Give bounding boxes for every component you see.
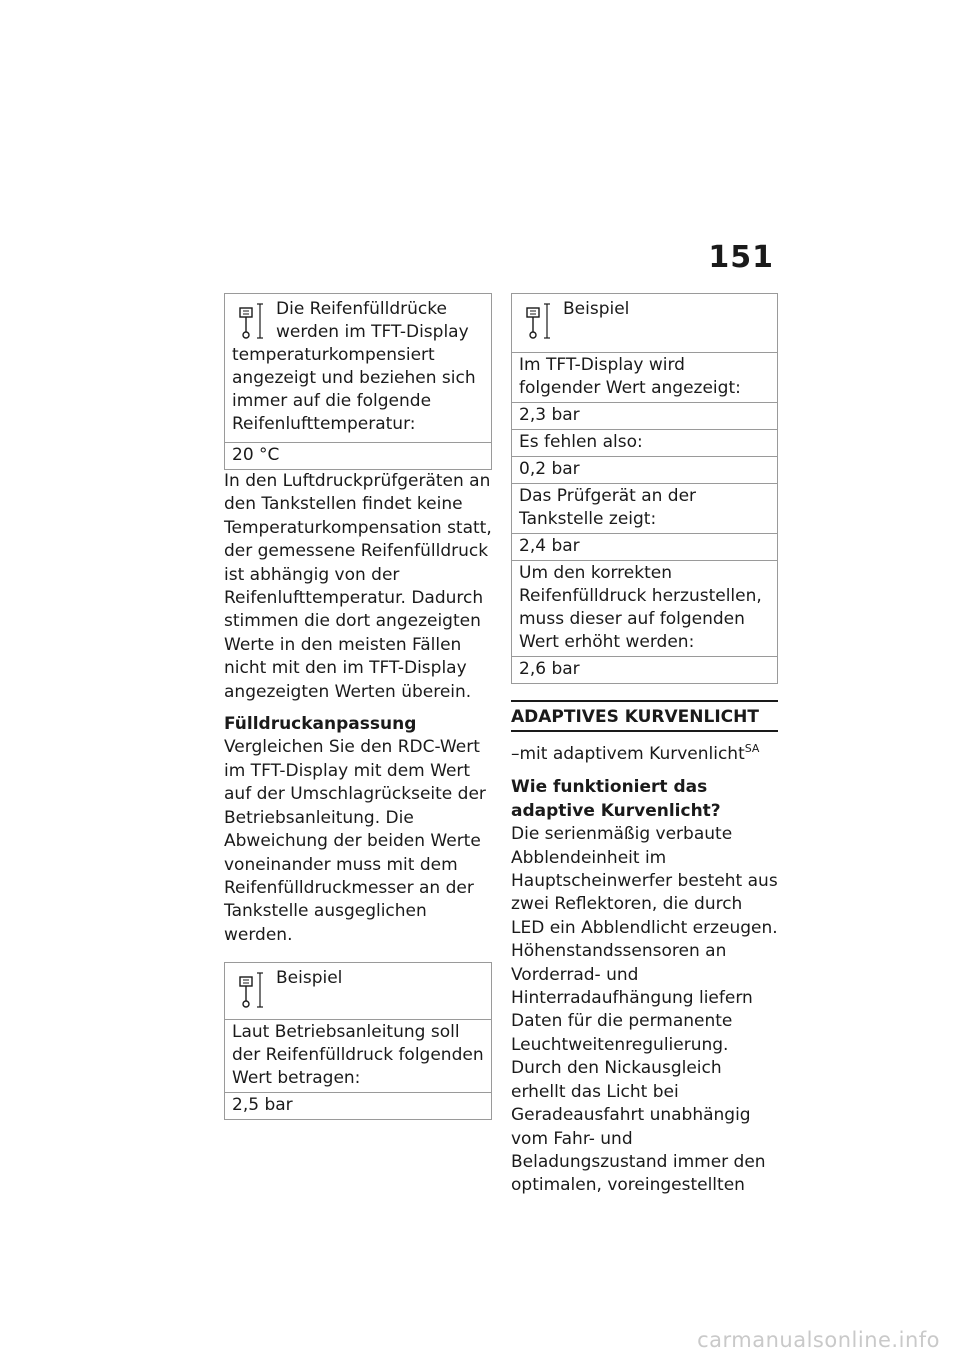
example-box-title: Beispiel <box>563 299 630 319</box>
example-box-head <box>512 294 777 352</box>
page-number: 151 <box>708 240 774 275</box>
section-top-rule <box>511 700 778 702</box>
note-box-value: 20 °C <box>225 442 491 469</box>
example-row: 0,2 bar <box>512 456 777 483</box>
example-row: 2,4 bar <box>512 533 777 560</box>
watermark: carmanualsonline.info <box>697 1328 940 1352</box>
note-box-head <box>225 294 491 442</box>
example-row: 2,6 bar <box>512 656 777 683</box>
paragraph-fuelldruckanpassung: Vergleichen Sie den RDC-Wert im TFT-Display mit dem Wert auf der Umschlagrückseite der Betriebsanleitung. Die Abweichung der beiden Werte voneinander muss mit dem Reifenfülldruckmesser an der Tankstelle ausgeglichen werden. <box>224 737 486 945</box>
left-column <box>224 293 492 1120</box>
option-line <box>511 737 778 766</box>
example-row: Im TFT-Display wird folgender Wert angezeigt: <box>512 352 777 402</box>
example-box-head <box>225 963 491 1019</box>
example-box-title: Beispiel <box>276 968 343 989</box>
note-box-text: Die Reifenfülldrücke werden im TFT-Display temperaturkompensiert angezeigt und beziehen sich immer auf die folgende Reifenlufttemperatur: <box>232 299 476 434</box>
paragraph-temperature-compensation: In den Luftdruckprüfgeräten an den Tankstellen findet keine Temperaturkompensation statt, der gemessene Reifenfülldruck ist abhängig von der Reifenlufttemperatur. Dadurch stimmen die dort angezeigten Werte in den meisten Fällen nicht mit den im TFT-Display angezeigten Werten überein. <box>224 471 492 702</box>
tire-pressure-gauge-icon <box>525 302 555 342</box>
example-box-left <box>224 962 492 1120</box>
example-row: Es fehlen also: <box>512 429 777 456</box>
option-superscript: SA <box>744 742 760 755</box>
example-row: Laut Betriebsanleitung soll der Reifenfülldruck folgenden Wert betragen: <box>225 1019 491 1092</box>
example-row: Das Prüfgerät an der Tankstelle zeigt: <box>512 483 777 533</box>
subheading-adaptive-kurvenlicht: Wie funktioniert das adaptive Kurvenlicht? <box>511 777 721 821</box>
example-row: Um den korrekten Reifenfülldruck herzustellen, muss dieser auf folgenden Wert erhöht werden: <box>512 560 777 656</box>
example-row: 2,5 bar <box>225 1092 491 1119</box>
temperature-note-box <box>224 293 492 470</box>
subheading-fuelldruckanpassung: Fülldruckanpassung <box>224 714 417 735</box>
option-text: –mit adaptivem Kurvenlicht <box>511 744 745 764</box>
tire-pressure-gauge-icon <box>238 971 268 1011</box>
section-title-adaptives-kurvenlicht: ADAPTIVES KURVENLICHT <box>511 706 778 732</box>
example-row: 2,3 bar <box>512 402 777 429</box>
paragraph-adaptive-kurvenlicht: Die serienmäßig verbaute Abblendeinheit im Hauptscheinwerfer besteht aus zwei Reflektoren, die durch LED ein Abblendlicht erzeugen. Höhenstandssensoren an Vorderrad- und Hinterradaufhängung liefern Daten für die permanente Leuchtweitenregulierung. Durch den Nickausgleich erhellt das Licht bei Geradeausfahrt unabhängig vom Fahr- und Beladungszustand immer den optimalen, voreingestellten <box>511 824 778 1196</box>
right-column <box>511 293 778 1198</box>
tire-pressure-gauge-icon <box>238 302 268 342</box>
example-box-right <box>511 293 778 684</box>
